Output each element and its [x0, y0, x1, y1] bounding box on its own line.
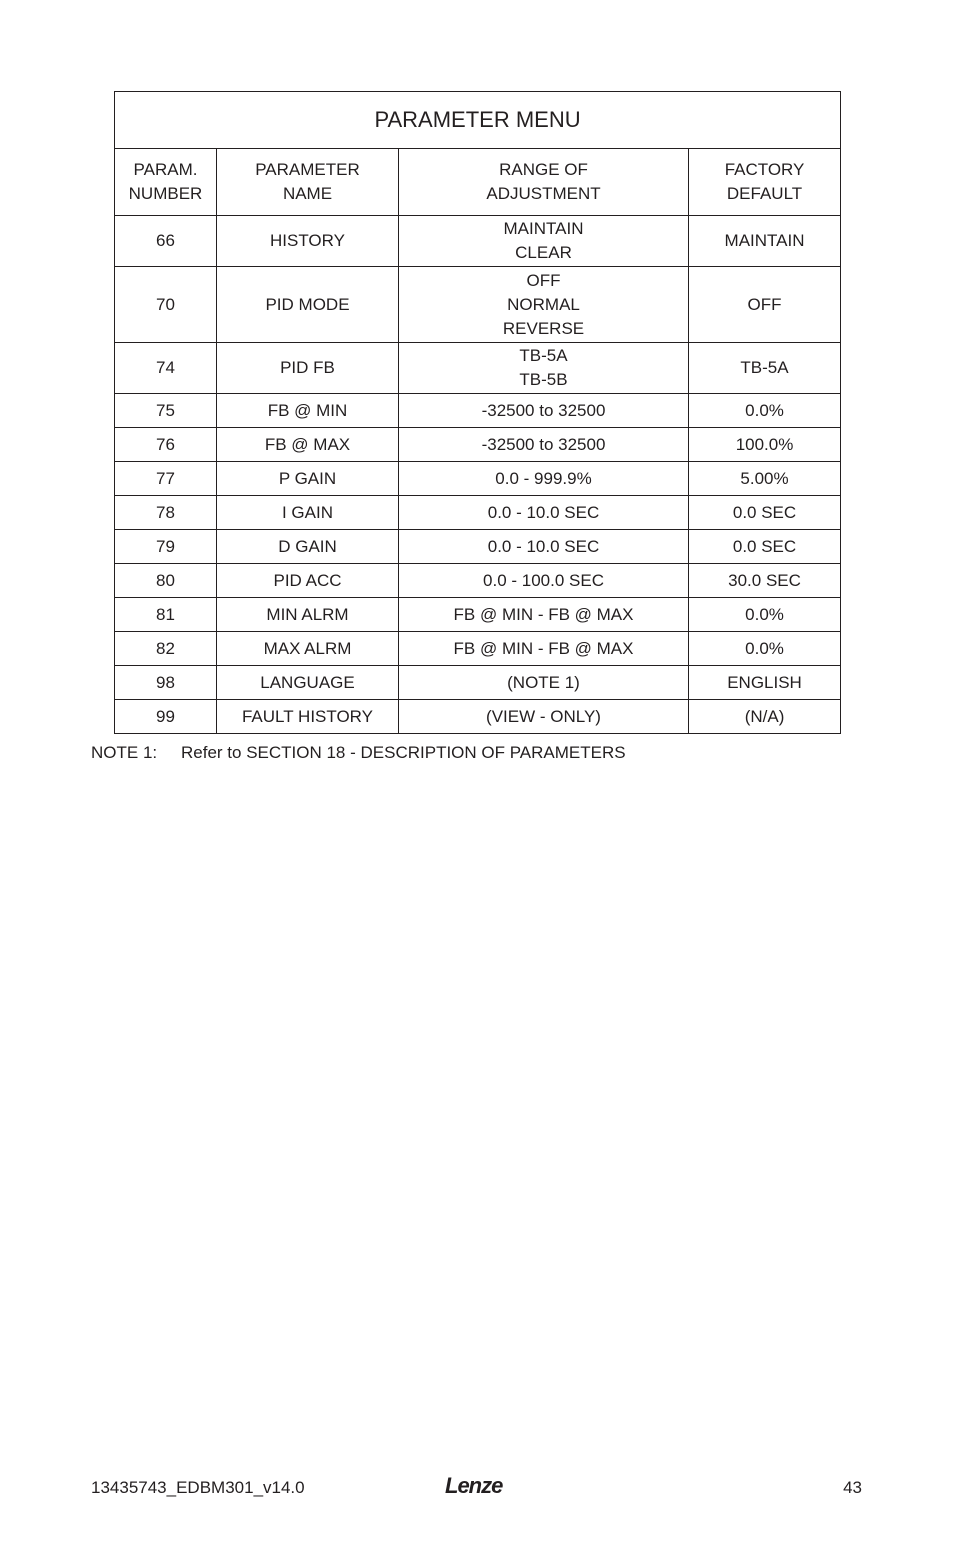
table-row — [115, 428, 841, 462]
param-number-cell: 76 — [115, 428, 217, 462]
param-default-cell: 30.0 SEC — [689, 564, 841, 598]
param-default-cell: 0.0% — [689, 632, 841, 666]
param-default-cell: 0.0% — [689, 598, 841, 632]
param-number-cell: 77 — [115, 462, 217, 496]
table-row — [115, 632, 841, 666]
param-name-cell: MAX ALRM — [217, 632, 399, 666]
column-header-number: PARAM. NUMBER — [115, 149, 217, 216]
document-id: 13435743_EDBM301_v14.0 — [91, 1478, 305, 1497]
range-line: NORMAL — [507, 294, 580, 314]
param-number-cell: 98 — [115, 666, 217, 700]
range-line: TB-5B — [519, 370, 568, 389]
parameter-menu-table — [114, 91, 841, 734]
param-range-cell — [399, 343, 689, 394]
param-range-cell — [399, 496, 689, 530]
param-name-cell: D GAIN — [217, 530, 399, 564]
param-default-cell: 0.0 SEC — [689, 530, 841, 564]
range-line: 0.0 - 10.0 SEC — [487, 502, 600, 522]
column-header-name: PARAMETER NAME — [217, 149, 399, 216]
table-row — [115, 462, 841, 496]
note-label: NOTE 1: — [91, 743, 158, 762]
range-line: (NOTE 1) — [507, 672, 580, 692]
range-line: -32500 to 32500 — [481, 400, 606, 420]
param-range-cell — [399, 564, 689, 598]
page-number: 43 — [843, 1478, 862, 1497]
column-header-default: FACTORY DEFAULT — [689, 149, 841, 216]
param-default-cell: OFF — [689, 267, 841, 343]
param-number-cell: 79 — [115, 530, 217, 564]
param-number-cell: 74 — [115, 343, 217, 394]
param-name-cell: PID MODE — [217, 267, 399, 343]
param-name-cell: FAULT HISTORY — [217, 700, 399, 734]
param-range-cell — [399, 666, 689, 700]
param-name-cell: FB @ MAX — [217, 428, 399, 462]
range-line: -32500 to 32500 — [481, 434, 606, 454]
table-row — [115, 564, 841, 598]
param-range-cell — [399, 216, 689, 267]
param-number-cell: 66 — [115, 216, 217, 267]
param-number-cell: 82 — [115, 632, 217, 666]
table-title: PARAMETER MENU — [115, 92, 841, 149]
lenze-logo: Lenze — [445, 1473, 503, 1498]
param-name-cell: HISTORY — [217, 216, 399, 267]
param-range-cell — [399, 632, 689, 666]
param-name-cell: PID FB — [217, 343, 399, 394]
table-row — [115, 267, 841, 343]
param-default-cell: 100.0% — [689, 428, 841, 462]
param-name-cell: I GAIN — [217, 496, 399, 530]
param-default-cell: 0.0 SEC — [689, 496, 841, 530]
param-number-cell: 80 — [115, 564, 217, 598]
table-row — [115, 666, 841, 700]
table-row — [115, 598, 841, 632]
param-name-cell: P GAIN — [217, 462, 399, 496]
param-range-cell — [399, 530, 689, 564]
param-range-cell — [399, 428, 689, 462]
param-default-cell: (N/A) — [689, 700, 841, 734]
table-row — [115, 700, 841, 734]
param-default-cell: TB-5A — [689, 343, 841, 394]
param-default-cell: MAINTAIN — [689, 216, 841, 267]
range-line: (VIEW - ONLY) — [486, 706, 601, 726]
param-default-cell: 5.00% — [689, 462, 841, 496]
param-default-cell: 0.0% — [689, 394, 841, 428]
param-range-cell — [399, 598, 689, 632]
range-line: 0.0 - 999.9% — [495, 468, 592, 488]
range-line: MAINTAIN — [503, 219, 584, 238]
param-number-cell: 75 — [115, 394, 217, 428]
param-name-cell: PID ACC — [217, 564, 399, 598]
range-line: OFF — [526, 270, 561, 290]
table-row — [115, 216, 841, 267]
note-1 — [91, 741, 626, 765]
range-line: FB @ MIN - FB @ MAX — [453, 604, 634, 624]
param-name-cell: FB @ MIN — [217, 394, 399, 428]
param-range-cell — [399, 267, 689, 343]
table-row — [115, 530, 841, 564]
param-default-cell: ENGLISH — [689, 666, 841, 700]
param-number-cell: 99 — [115, 700, 217, 734]
param-name-cell: MIN ALRM — [217, 598, 399, 632]
table-row — [115, 394, 841, 428]
range-line: 0.0 - 10.0 SEC — [487, 536, 600, 556]
table-row — [115, 343, 841, 394]
param-range-cell — [399, 394, 689, 428]
param-number-cell: 81 — [115, 598, 217, 632]
column-header-range: RANGE OF ADJUSTMENT — [399, 149, 689, 216]
note-text: Refer to SECTION 18 - DESCRIPTION OF PARAMETERS — [181, 743, 626, 762]
param-name-cell: LANGUAGE — [217, 666, 399, 700]
range-line: CLEAR — [515, 243, 572, 262]
param-number-cell: 70 — [115, 267, 217, 343]
table-row — [115, 496, 841, 530]
param-number-cell: 78 — [115, 496, 217, 530]
param-range-cell — [399, 700, 689, 734]
range-line: FB @ MIN - FB @ MAX — [453, 638, 634, 658]
range-line: REVERSE — [502, 318, 585, 338]
range-line: 0.0 - 100.0 SEC — [483, 570, 604, 590]
table-body — [115, 216, 841, 734]
param-range-cell — [399, 462, 689, 496]
range-line: TB-5A — [519, 346, 568, 365]
